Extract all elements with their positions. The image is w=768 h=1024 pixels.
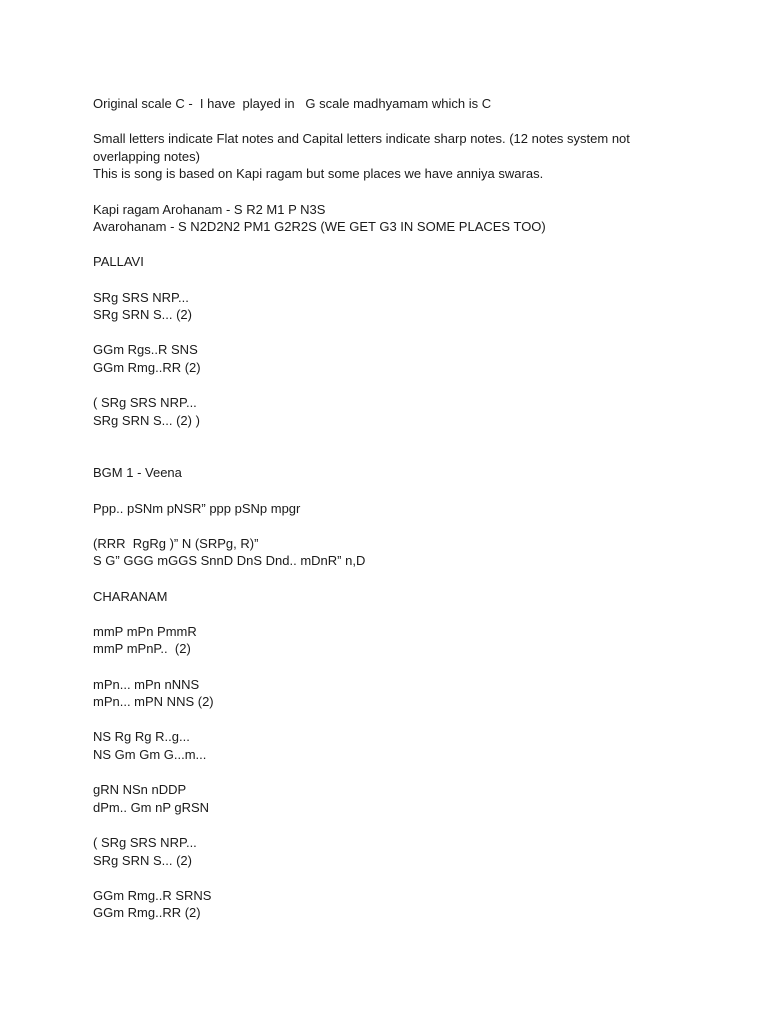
text-line: ( SRg SRS NRP... bbox=[93, 834, 197, 850]
text-block bbox=[93, 623, 693, 658]
text-line: mmP mPnP.. (2) bbox=[93, 641, 191, 657]
text-block bbox=[93, 535, 693, 570]
text-line: GGm Rgs..R SNS bbox=[93, 342, 198, 358]
text-line: Original scale C - I have played in G scale madhyamam which is C bbox=[93, 96, 492, 111]
text-block bbox=[93, 130, 693, 183]
text-block bbox=[93, 253, 693, 271]
text-line: ( SRg SRS NRP... bbox=[93, 395, 197, 411]
text-block bbox=[93, 887, 693, 922]
text-line: SRg SRN S... (2) bbox=[93, 307, 192, 323]
text-line: Small letters indicate Flat notes and Capital letters indicate sharp notes. (12 notes system not overlapping notes) bbox=[93, 131, 634, 164]
document-body bbox=[93, 95, 693, 940]
text-line: Ppp.. pSNm pNSR” ppp pSNp mpgr bbox=[93, 500, 301, 516]
text-line: GGm Rmg..RR (2) bbox=[93, 905, 201, 921]
text-line: GGm Rmg..RR (2) bbox=[93, 359, 201, 375]
text-block bbox=[93, 500, 693, 518]
text-line: Kapi ragam Arohanam - S R2 M1 P N3S bbox=[93, 201, 326, 217]
text-block bbox=[93, 728, 693, 763]
text-block bbox=[93, 341, 693, 376]
text-line: Avarohanam - S N2D2N2 PM1 G2R2S (WE GET G3 IN SOME PLACES TOO) bbox=[93, 219, 546, 235]
text-line: SRg SRN S... (2) ) bbox=[93, 412, 200, 428]
text-line: mPn... mPn nNNS bbox=[93, 676, 200, 692]
text-block bbox=[93, 676, 693, 711]
text-line: PALLAVI bbox=[93, 254, 144, 270]
text-line: NS Gm Gm G...m... bbox=[93, 746, 207, 762]
text-block bbox=[93, 394, 693, 429]
text-line: gRN NSn nDDP bbox=[93, 782, 187, 798]
text-line: GGm Rmg..R SRNS bbox=[93, 887, 212, 903]
text-block bbox=[93, 588, 693, 606]
text-line: dPm.. Gm nP gRSN bbox=[93, 799, 210, 815]
text-line: BGM 1 - Veena bbox=[93, 465, 182, 481]
text-line: S G” GGG mGGS SnnD DnS Dnd.. mDnR” n,D bbox=[93, 553, 366, 569]
text-line: SRg SRS NRP... bbox=[93, 289, 189, 305]
text-block bbox=[93, 201, 693, 236]
text-line: mPn... mPN NNS (2) bbox=[93, 694, 214, 710]
text-block bbox=[93, 834, 693, 869]
text-line: NS Rg Rg R..g... bbox=[93, 729, 190, 745]
text-line: (RRR RgRg )” N (SRPg, R)” bbox=[93, 535, 259, 551]
text-block bbox=[93, 289, 693, 324]
text-line: CHARANAM bbox=[93, 588, 168, 604]
text-line: This is song is based on Kapi ragam but some places we have anniya swaras. bbox=[93, 166, 544, 182]
text-block bbox=[93, 95, 693, 113]
text-line: mmP mPn PmmR bbox=[93, 623, 197, 639]
text-block bbox=[93, 781, 693, 816]
text-line: SRg SRN S... (2) bbox=[93, 852, 192, 868]
text-block bbox=[93, 464, 693, 482]
